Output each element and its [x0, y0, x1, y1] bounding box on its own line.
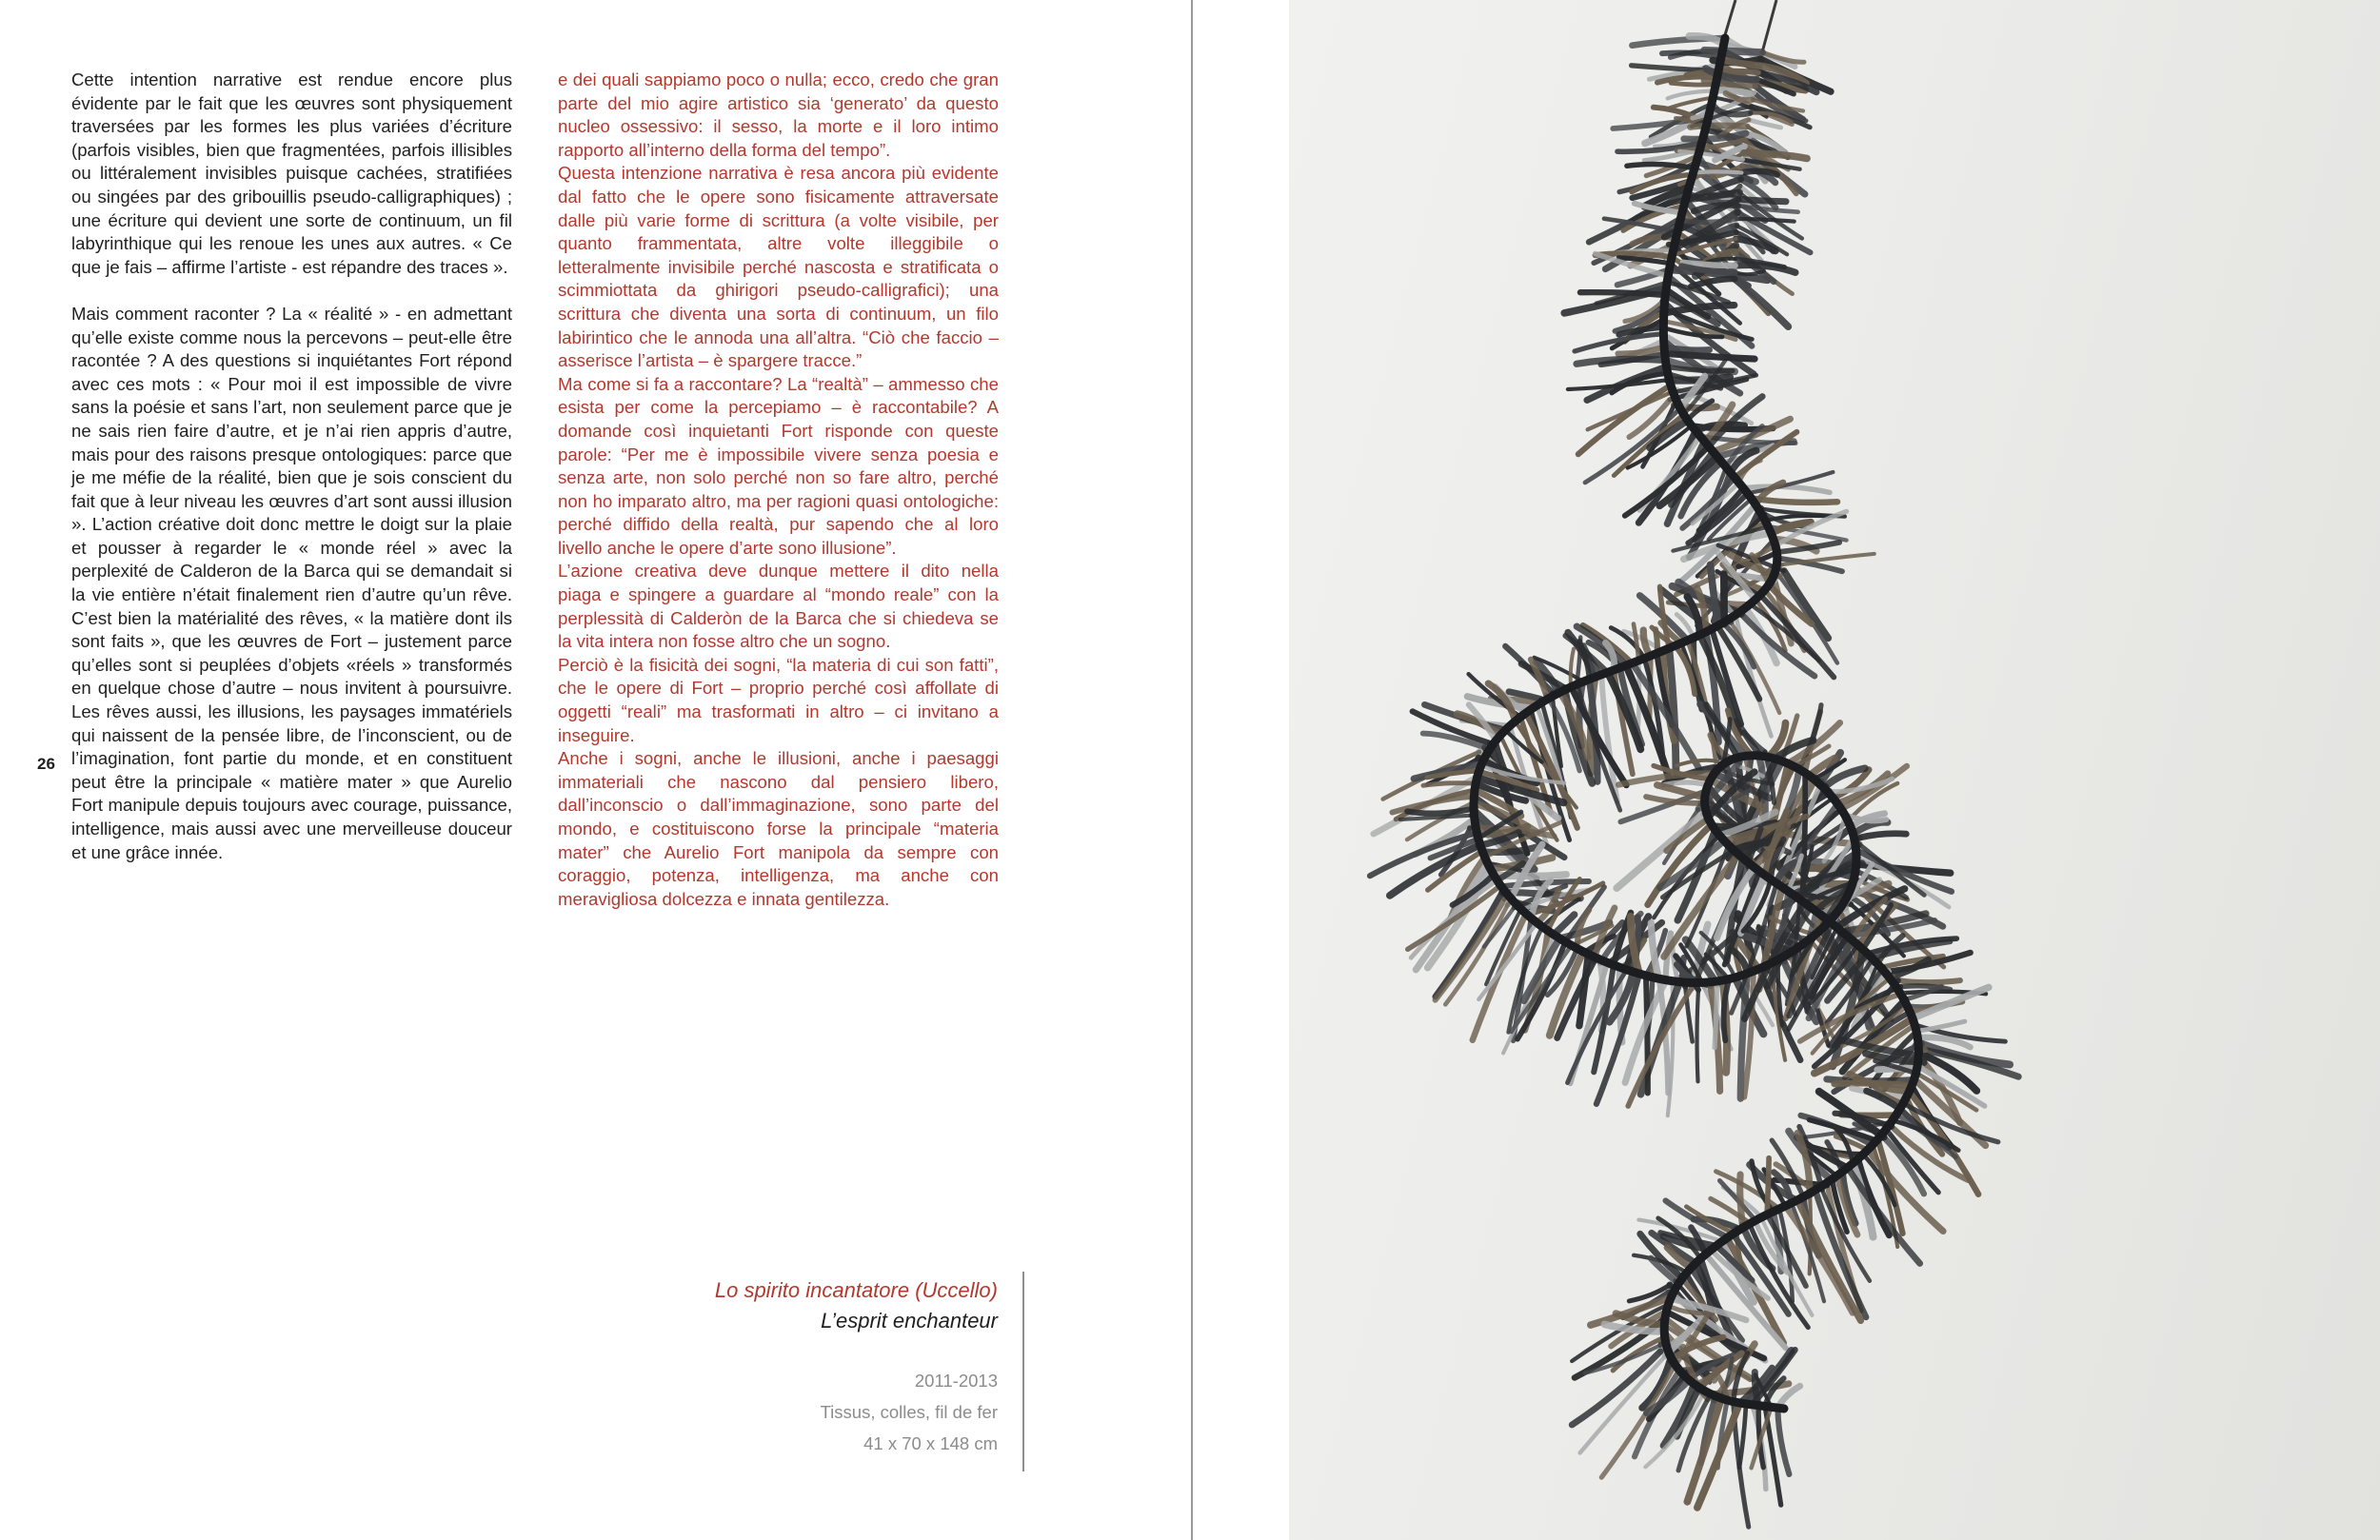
- fiber-strand: [1735, 271, 1764, 275]
- fiber-strand: [1715, 984, 1716, 1048]
- fiber-strand: [1898, 980, 1960, 982]
- caption-materials: Tissus, colles, fil de fer: [820, 1402, 998, 1422]
- italian-paragraph-6: Anche i sogni, anche le illusioni, anche i paesaggi immateriali che nascono dal pensiero libero, dall’inconscio o dall’immaginazione, sono parte del mondo, e costituiscono forse la principale “materia mater” che Aurelio Fort manipola da sempre con coraggio, potenza, intelligenza, ma anche con meravigliosa dolcezza e innata gentilezza.: [558, 748, 999, 909]
- french-paragraph-1: Cette intention narrative est rendue encore plus évidente par le fait que les œuvres sont physiquement traversées par les formes les plus variées d’écriture (parfois visibles, bien que fragmentées, parfois illisibles ou littéralement invisibles puisque cachées, stratifiées ou singées par des gribouillis pseudo-calligraphiques) ; une écriture qui devient une sorte de continuum, un fil labyrinthique qui les renoue les unes aux autres. « Ce que je fais – affirme l’artiste - est répandre des traces ».: [71, 69, 512, 277]
- textile-sculpture-image: [1289, 0, 2380, 1540]
- fiber-strand: [1740, 1175, 1743, 1225]
- fiber-strand: [1767, 1158, 1769, 1214]
- fiber-strand: [1860, 834, 1906, 838]
- caption-dimensions: 41 x 70 x 148 cm: [863, 1433, 998, 1453]
- artwork-photo: [1289, 0, 2380, 1540]
- fiber-strand: [1749, 120, 1781, 128]
- page-number: 26: [37, 755, 55, 773]
- italian-text-column: [558, 69, 999, 911]
- fiber-strand: [1752, 499, 1837, 503]
- italian-paragraph-1: e dei quali sappiamo poco o nulla; ecco, credo che gran parte del mio agire artistico sia ‘generato’ da questo nucleo ossessivo: il sesso, la morte e il loro intimo rapporto all’interno della forma del tempo”.: [558, 69, 999, 160]
- fiber-strand: [1741, 171, 1776, 175]
- french-text-column: [71, 69, 512, 864]
- french-paragraph-2: Mais comment raconter ? La « réalité » - en admettant qu’elle existe comme nous la percevons – peut-elle être racontée ? A des questions si inquiétantes Fort répond avec ces mots : « Pour moi il est impossible de vivre sans la poésie et sans l’art, non seulement parce que je ne sais rien faire d’autre, et je n’ai rien appris d’autre, mais pour des raisons presque ontologiques: parce que je me méfie de la réalité, bien que je sois conscient du fait que à leur niveau les œuvres d’art sont aussi illusion ». L’action créative doit donc mettre le doigt sur la plaie et pousser à regarder le « monde réel » avec la perplexité de Calderon de la Barca qui se demandait si la vie entière n’était finalement rien d’autre qu’un rêve. C’est bien la matérialité des rêves, « la matière dont ils sont faits », que les œuvres de Fort – justement parce qu’elles sont si peuplées d’objets «réels » transformés en quelque chose d’autre – nous invitent à poursuivre. Les rêves aussi, les illusions, les paysages immatériels qui naissent de la pensée libre, de l’inconscient, ou de l’imagination, font partie du monde, et en constituent peut être la principale « matière mater » que Aurelio Fort manipule depuis toujours avec courage, puissance, intelligence, mais aussi avec une merveilleuse douceur et une grâce innée.: [71, 303, 512, 862]
- hanging-wire: [1724, 0, 1735, 38]
- fiber-strand: [1767, 516, 1828, 521]
- fiber-strand: [1665, 354, 1755, 360]
- caption-year: 2011-2013: [914, 1371, 998, 1391]
- fiber-strand: [1664, 347, 1710, 350]
- fiber-strand: [1627, 164, 1695, 168]
- fiber-strand: [1697, 990, 1698, 1081]
- fiber-strand: [1777, 1408, 1789, 1474]
- italian-paragraph-4: L’azione creativa deve dunque mettere il dito nella piaga e spingere a guardare al “mondo reale” con la perplessità di Calderòn de la Barca che si chiedeva se la vita intera non fosse altro che un sogno.: [558, 561, 999, 652]
- italian-paragraph-5: Perciò è la fisicità dei sogni, “la materia di cui son fatti”, che le opere di Fort – proprio perché così affollate di oggetti “reali” ma trasformati in altro – ci invitano a inseguire.: [558, 654, 999, 745]
- artwork-caption: [533, 1272, 1024, 1471]
- fiber-strand: [1571, 649, 1574, 686]
- caption-title-french: L’esprit enchanteur: [821, 1309, 998, 1333]
- fiber-strand: [1679, 219, 1736, 222]
- caption-title-italian: Lo spirito incantatore (Uccello): [714, 1278, 998, 1302]
- fiber-strand: [1657, 785, 1703, 798]
- fiber-strand: [1580, 292, 1664, 295]
- fiber-strand: [1739, 1404, 1746, 1468]
- fiber-fringe: [1370, 36, 2018, 1527]
- fiber-strand: [1704, 50, 1762, 52]
- fiber-strand: [1738, 199, 1786, 202]
- italian-paragraph-3: Ma come si fa a raccontare? La “realtà” – ammesso che esista per come la percepiamo – è raccontabile? A domande così inquietanti Fort risponde con queste parole: “Per me è impossibile vivere senza poesia e senza arte, non solo perché non so fare altro, perché non ho imparato altro, ma per ragioni quasi ontologiche: perché diffido della realtà, pur sapendo che al loro livello anche le opere d’arte sono illusione”.: [558, 373, 999, 558]
- fiber-strand: [1423, 783, 1476, 786]
- fiber-strand: [1601, 1366, 1675, 1477]
- hanging-wire: [1762, 0, 1776, 52]
- fiber-strand: [1690, 126, 1747, 128]
- italian-paragraph-2: Questa intenzione narrativa è resa ancora più evidente dal fatto che le opere sono fisicamente attraversate dalle più varie forme di scrittura (a volte visibile, per quanto frammentata, altre volte illeggibile o letteralmente invisibile perché nascosta e stratificata o scimmiottata da ghirigori pseudo-calligrafici); una scrittura che diventa una sorta di continuum, un filo labirintico che le annoda una all’altra. “Ciò che faccio – asserisce l’artista – è spargere tracce.”: [558, 163, 999, 371]
